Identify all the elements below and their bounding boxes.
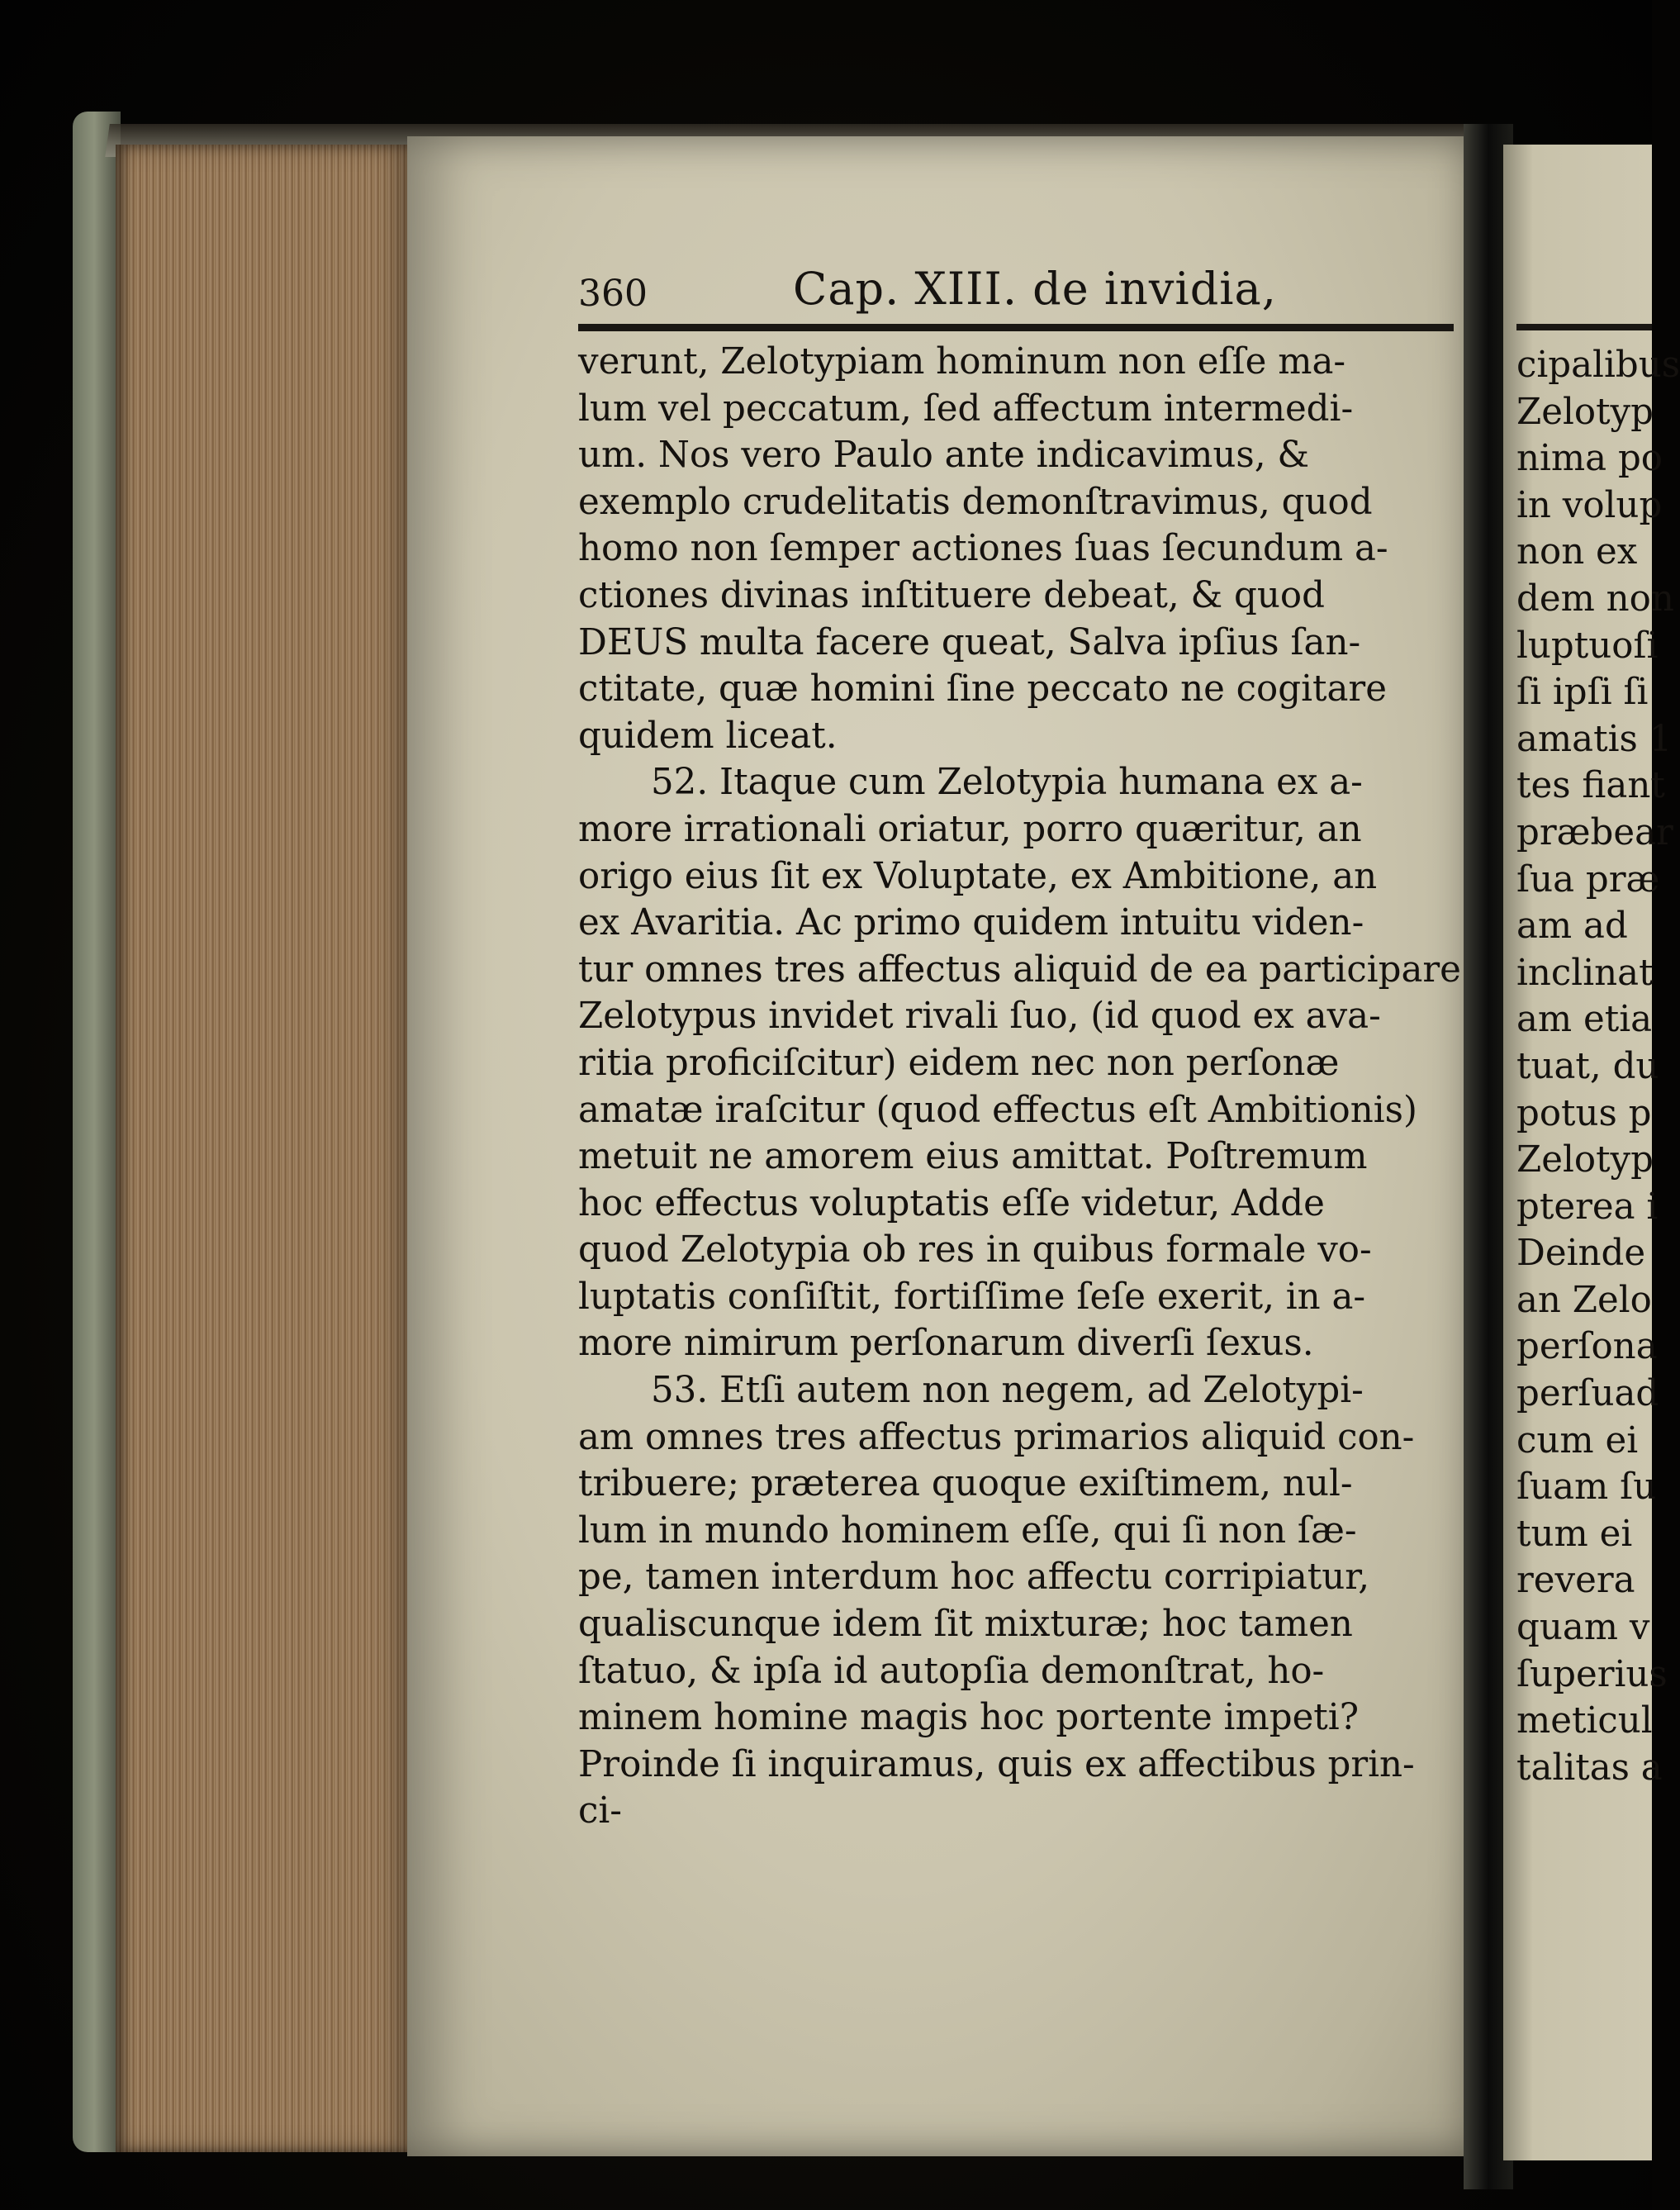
right-page-text-line: potus p <box>1516 1092 1652 1134</box>
book-cover-edge <box>73 112 121 2152</box>
text-line: exemplo crudelitatis demonſtravimus, quod <box>578 481 1373 523</box>
text-line: hoc effectus voluptatis eſſe videtur, Adde <box>578 1182 1325 1224</box>
text-line: more irrationali oriatur, porro quæritur, an <box>578 808 1362 850</box>
right-page-text-line: ſi ipſi ſi <box>1516 672 1649 714</box>
text-line: luptatis conſiſtit, fortiſſime ſeſe exerit, in a- <box>578 1276 1366 1318</box>
right-page-text-line: Deinde <box>1516 1233 1646 1275</box>
right-page-text-line: tes fiant <box>1516 765 1665 807</box>
right-page-text-line: revera <box>1516 1560 1635 1602</box>
text-line: ctiones divinas inſtituere debeat, & quod <box>578 574 1325 616</box>
text-line: pe, tamen interdum hoc affectu corripiatur, <box>578 1557 1370 1599</box>
text-line: qualiscunque idem ſit mixturæ; hoc tamen <box>578 1604 1353 1646</box>
text-line: ci- <box>578 1790 622 1832</box>
right-page-text-line: luptuoſi <box>1516 625 1659 667</box>
right-page-text-line: in volup <box>1516 484 1663 526</box>
text-line: minem homine magis hoc portente impeti? <box>578 1697 1360 1739</box>
text-line: ſtatuo, & ipſa id autopſia demonſtrat, ho- <box>578 1650 1325 1692</box>
right-page-text-line: talitas a <box>1516 1747 1663 1789</box>
text-line: verunt, Zelotypiam hominum non eſſe ma- <box>578 341 1346 383</box>
text-line: ritia proficiſcitur) eidem nec non perſonæ <box>578 1042 1340 1084</box>
text-line: 52. Itaque cum Zelotypia humana ex a- <box>651 762 1363 804</box>
text-line: more nimirum perſonarum diverſi ſexus. <box>578 1323 1314 1365</box>
main-text-block <box>578 339 1461 1835</box>
right-page-text-line: am ad <box>1516 905 1628 948</box>
text-line: quidem liceat. <box>578 715 838 757</box>
text-line: tur omnes tres affectus aliquid de ea participare <box>578 948 1461 991</box>
text-line: um. Nos vero Paulo ante indicavimus, & <box>578 435 1310 477</box>
text-line: metuit ne amorem eius amittat. Poſtremum <box>578 1136 1368 1178</box>
right-page-text-line: Zelotyp <box>1516 1139 1654 1181</box>
right-page-text-line: ſua præ <box>1516 858 1660 901</box>
right-page-text-line: ſuperius <box>1516 1653 1668 1695</box>
text-line: lum vel peccatum, ſed affectum intermedi- <box>578 387 1354 430</box>
right-page-header-rule <box>1516 324 1652 330</box>
text-line: homo non ſemper actiones ſuas ſecundum a- <box>578 528 1388 570</box>
right-page-text-line: ſuam ſu <box>1516 1466 1657 1509</box>
running-head <box>578 263 1454 321</box>
right-page-text-line: quam v <box>1516 1607 1650 1649</box>
right-page-text-line: Zelotyp <box>1516 391 1654 433</box>
right-page-text-line: tum ei <box>1516 1513 1633 1555</box>
text-line: tribuere; præterea quoque exiſtimem, nul- <box>578 1463 1353 1505</box>
right-page-text-line: pterea i <box>1516 1186 1659 1228</box>
chapter-header: Cap. XIII. de invidia, <box>793 263 1277 315</box>
right-page-text-line: cum ei <box>1516 1419 1639 1461</box>
right-page-text-line: perſuad <box>1516 1373 1659 1415</box>
text-line: origo eius ſit ex Voluptate, ex Ambitione, an <box>578 855 1378 897</box>
text-line: DEUS multa facere queat, Salva ipſius ſan- <box>578 621 1361 663</box>
text-line: am omnes tres affectus primarios aliquid con- <box>578 1416 1415 1458</box>
right-page-text-line: dem non <box>1516 577 1674 620</box>
text-line: quod Zelotypia ob res in quibus formale vo- <box>578 1229 1372 1271</box>
right-page-text-line: am etia <box>1516 999 1653 1041</box>
text-line: amatæ iraſcitur (quod effectus eſt Ambitionis) <box>578 1089 1417 1131</box>
right-page-text-line: an Zelo <box>1516 1279 1652 1321</box>
text-line: Proinde ſi inquiramus, quis ex affectibus prin- <box>578 1743 1415 1785</box>
right-page-text-line: non ex <box>1516 531 1638 573</box>
right-page-text-line: meticul <box>1516 1700 1653 1742</box>
right-page-text-line: nima po <box>1516 438 1663 480</box>
right-page-text-line: perſona <box>1516 1326 1658 1368</box>
text-line: 53. Etſi autem non negem, ad Zelotypi- <box>651 1370 1364 1412</box>
right-page-text-line: amatis 1 <box>1516 718 1673 760</box>
page-number: 360 <box>578 273 648 315</box>
right-page-text-line: cipalibus <box>1516 345 1680 386</box>
page-block-fore-edge <box>116 145 413 2152</box>
header-rule <box>578 324 1454 331</box>
right-page-text-block <box>1516 342 1680 1791</box>
text-line: lum in mundo hominem eſſe, qui ſi non ſæ- <box>578 1509 1357 1552</box>
right-page-text-line: inclinat <box>1516 952 1654 994</box>
text-line: Zelotypus invidet rivali ſuo, (id quod ex ava- <box>578 996 1381 1038</box>
right-page-text-line: tuat, du <box>1516 1045 1659 1087</box>
text-line: ex Avaritia. Ac primo quidem intuitu viden- <box>578 902 1364 944</box>
right-page-text-line: præbear <box>1516 811 1673 853</box>
text-line: ctitate, quæ homini ſine peccato ne cogitare <box>578 668 1387 711</box>
